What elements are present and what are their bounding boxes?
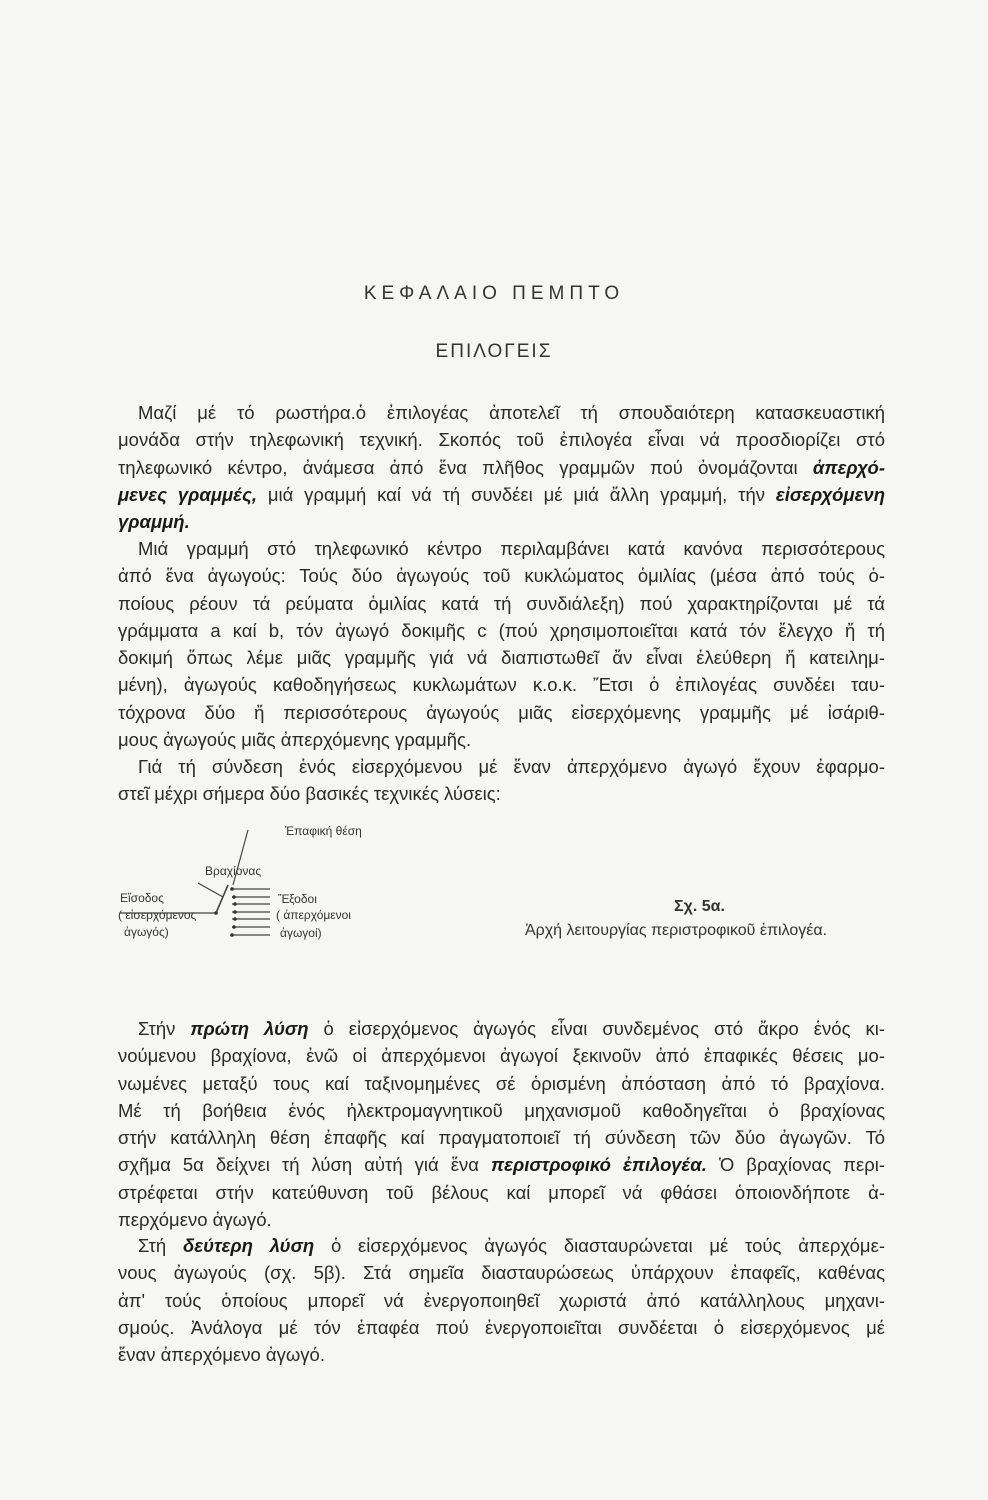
arm-label: Βραχίονας xyxy=(205,864,262,878)
output-label-3: ἀγωγοί) xyxy=(280,926,322,940)
text-line xyxy=(118,1124,885,1151)
text-segment: τόχρονα δύο ἤ περισσότερους ἀγωγούς μιᾶς εἰσερχόμενης γραμμῆς μέ ἰσάριθ- xyxy=(118,701,885,723)
paragraph-3 xyxy=(118,753,885,808)
text-segment: νωμένες μεταξύ τους καί ταξινομημένες σέ ὁρισμένη ἀπόσταση ἀπό τό βραχίονα. xyxy=(118,1072,885,1094)
text-segment: σχῆμα 5α δείχνει τή λύση αὐτή γιά ἕνα xyxy=(118,1154,492,1176)
text-segment: Στήν xyxy=(138,1018,191,1039)
text-line xyxy=(118,562,885,589)
text-line xyxy=(118,1341,885,1368)
text-line xyxy=(118,726,885,753)
text-line xyxy=(118,1070,885,1097)
text-line xyxy=(118,399,885,426)
text-line xyxy=(118,780,885,807)
text-segment: περχόμενο ἀγωγό. xyxy=(118,1209,272,1231)
emphasized-term: ἀπερχό- xyxy=(812,456,885,478)
text-line xyxy=(118,1151,885,1178)
emphasized-term: γραμμή. xyxy=(118,511,190,533)
text-line xyxy=(118,1259,885,1286)
text-segment: Γιά τή σύνδεση ἑνός εἰσερχόμενου μέ ἕναν ἀπερχόμενο ἀγωγό ἔχουν ἐφαρμο- xyxy=(138,756,885,777)
text-line xyxy=(118,1232,885,1259)
text-line xyxy=(118,426,885,453)
paragraph-1 xyxy=(118,399,885,535)
text-line xyxy=(118,699,885,726)
emphasized-term: περιστροφικό ἐπιλογέα. xyxy=(491,1154,707,1176)
text-segment: γράμματα a καί b, τόν ἀγωγό δοκιμῆς c (πού χρησιμοποιεῖται κατά τόν ἔλεγχο ἤ τή xyxy=(118,619,885,641)
text-line xyxy=(118,508,885,535)
text-segment: μένη), ἀγωγούς καθοδηγήσεως κυκλωμάτων κ.ο.κ. Ἔτσι ὁ ἐπιλογέας συνδέει ταυ- xyxy=(118,674,885,696)
text-line xyxy=(118,1206,885,1233)
rotary-selector-diagram xyxy=(110,815,530,950)
text-line xyxy=(118,481,885,508)
text-line xyxy=(118,590,885,617)
text-line xyxy=(118,454,885,481)
text-segment: τηλεφωνικό κέντρο, ἀνάμεσα ἀπό ἕνα πλῆθος γραμμῶν πού ὀνομάζονται xyxy=(118,456,813,478)
emphasized-term: πρώτη λύση xyxy=(190,1018,309,1039)
text-line xyxy=(118,1015,885,1042)
text-segment: ἕναν ἀπερχόμενο ἀγωγό. xyxy=(118,1344,325,1366)
emphasized-term: δεύτερη λύση xyxy=(182,1235,315,1256)
text-line xyxy=(118,535,885,562)
input-label-3: ἀγωγός) xyxy=(124,925,169,939)
selector-arm xyxy=(216,885,228,913)
input-label-2: ( εἰσερχόμενος xyxy=(118,908,197,922)
text-line xyxy=(118,671,885,698)
contact-position-label: Ἐπαφική θέση xyxy=(285,824,362,838)
text-line xyxy=(118,1179,885,1206)
paragraph-4 xyxy=(118,1015,885,1233)
arm-pointer xyxy=(198,883,223,897)
text-line xyxy=(118,753,885,780)
text-segment: στεῖ μέχρι σήμερα δύο βασικές τεχνικές λύσεις: xyxy=(118,783,501,805)
text-line xyxy=(118,617,885,644)
text-segment: Μιά γραμμή στό τηλεφωνικό κέντρο περιλαμβάνει κατά κανόνα περισσότερους xyxy=(138,538,885,559)
text-line xyxy=(118,1042,885,1069)
emphasized-term: εἰσερχόμενη xyxy=(775,483,886,505)
figure-number: Σχ. 5α. xyxy=(674,898,725,915)
text-segment: στρέφεται στήν κατεύθυνση τοῦ βέλους καί μπορεῖ νά φθάσει ὁποιονδήποτε ἀ- xyxy=(118,1181,885,1203)
text-segment: μους ἀγωγούς μιᾶς ἀπερχόμενης γραμμῆς. xyxy=(118,729,472,751)
emphasized-term: μενες γραμμές, xyxy=(118,483,257,505)
text-segment: μιά γραμμή καί νά τή συνδέει μέ μιά ἄλλη γραμμή, τήν xyxy=(256,483,776,505)
text-segment: Μαζί μέ τό ρωστήρα.ὁ ἐπιλογέας ἀποτελεῖ τή σπουδαιότερη κατασκευαστική xyxy=(138,402,885,423)
text-segment: δοκιμή ὅπως λέμε μιᾶς γραμμῆς γιά νά διαπιστωθεῖ ἄν εἶναι ἐλεύθερη ἤ κατειλημ- xyxy=(118,647,885,669)
text-line xyxy=(118,1314,885,1341)
text-line xyxy=(118,1097,885,1124)
text-segment: Ὁ βραχίονας περι- xyxy=(706,1154,885,1176)
paragraph-5 xyxy=(118,1232,885,1368)
text-segment: ἀπό ἕνα ἀγωγούς: Τούς δύο ἀγωγούς τοῦ κυκλώματος ὁμιλίας (μέσα ἀπό τούς ὁ- xyxy=(118,565,885,587)
text-segment: σμούς. Ἀνάλογα μέ τόν ἐπαφέα πού ἐνεργοποιεῖται συνδέεται ὁ εἰσερχόμενος μέ xyxy=(118,1316,885,1338)
text-segment: ποίους ρέουν τά ρεύματα ὁμιλίας κατά τή συνδιάλεξη) πού χαρακτηρίζονται μέ τά xyxy=(118,592,885,614)
output-label-1: Ἔξοδοι xyxy=(278,892,317,906)
figure-caption: Ἀρχή λειτουργίας περιστροφικοῦ ἐπιλογέα. xyxy=(525,922,828,939)
section-heading: ΕΠΙΛΟΓΕΙΣ xyxy=(435,341,553,362)
text-segment: στήν κατάλληλη θέση ἐπαφῆς καί πραγματοποιεῖ τή σύνδεση τῶν δύο ἀγωγῶν. Τό xyxy=(118,1127,885,1149)
output-label-2: ( ἀπερχόμενοι xyxy=(276,908,351,922)
text-line xyxy=(118,1287,885,1314)
text-segment: νούμενου βραχίονα, ἐνῶ οἱ ἀπερχόμενοι ἀγωγοί ξεκινοῦν ἀπό ἐπαφικές θέσεις μο- xyxy=(118,1045,885,1067)
text-segment: ἀπ' τούς ὁποίους μπορεῖ νά ἐνεργοποιηθεῖ χωριστά ἀπό κατάλληλους μηχανι- xyxy=(118,1289,885,1311)
text-segment: ὁ εἰσερχόμενος ἀγωγός εἶναι συνδεμένος στό ἄκρο ἑνός κι- xyxy=(308,1018,885,1039)
input-label-1: Εἴσοδος xyxy=(120,891,164,905)
chapter-heading: ΚΕΦΑΛΑΙΟ ΠΕΜΠΤΟ xyxy=(363,283,625,304)
text-segment: ὁ εἰσερχόμενος ἀγωγός διασταυρώνεται μέ τούς ἀπερχόμε- xyxy=(314,1235,886,1256)
paragraph-2 xyxy=(118,535,885,753)
text-line xyxy=(118,644,885,671)
text-segment: Στή xyxy=(138,1235,183,1256)
output-wires xyxy=(232,889,270,935)
text-segment: Μέ τή βοήθεια ἑνός ἠλεκτρομαγνητικοῦ μηχανισμοῦ καθοδηγεῖται ὁ βραχίονας xyxy=(118,1099,885,1121)
text-segment: μονάδα στήν τηλεφωνική τεχνική. Σκοπός τοῦ ἐπιλογέα εἶναι νά προσδιορίζει στό xyxy=(118,429,885,451)
text-segment: νους ἀγωγούς (σχ. 5β). Στά σημεῖα διασταυρώσεως ὑπάρχουν ἐπαφεῖς, καθένας xyxy=(118,1262,885,1284)
